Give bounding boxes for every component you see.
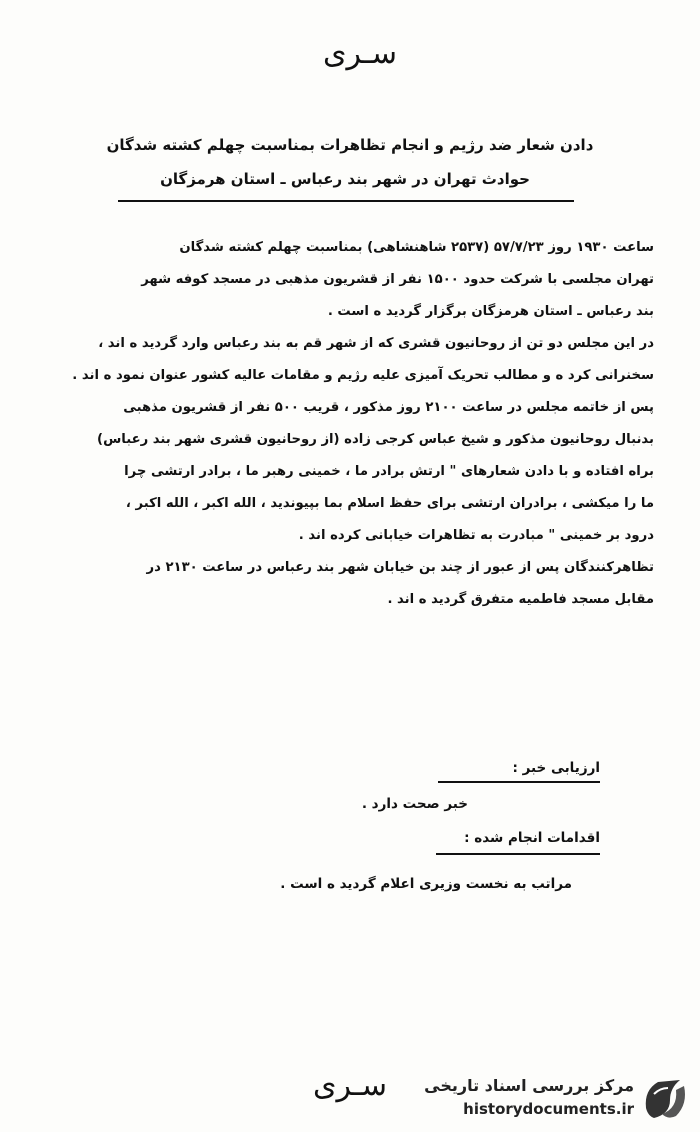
watermark-logo	[420, 1072, 690, 1128]
report-body	[44, 232, 654, 616]
body-line: تظاهرکنندگان پس از عبور از چند بن خیابان شهر بند رعباس در ساعت ۲۱۳۰ در	[146, 560, 654, 575]
watermark-name: مرکز بررسی اسناد تاریخی	[424, 1076, 634, 1095]
classification-mark-bottom: سـری	[313, 1068, 387, 1103]
document-heading-line-2: حوادث تهران در شهر بند رعباس ـ استان هرمزگان	[160, 170, 530, 188]
assessment-value: خبر صحت دارد .	[361, 796, 468, 812]
classification-mark-top: سـری	[323, 36, 397, 71]
actions-value: مراتب به نخست وزیری اعلام گردید ه است .	[280, 876, 572, 892]
document-heading-line-1: دادن شعار ضد رژیم و انجام تظاهرات بمناسبت چهلم کشته شدگان	[106, 136, 594, 154]
body-line: ما را میکشی ، برادران ارتشی برای حفظ اسلام بما بپیوندید ، الله اکبر ، الله اکبر ،	[125, 496, 654, 511]
body-line: تهران مجلسی با شرکت حدود ۱۵۰۰ نفر از قشریون مذهبی در مسجد کوفه شهر	[141, 272, 654, 287]
body-line: بند رعباس ـ استان هرمزگان برگزار گردید ه است .	[327, 304, 654, 319]
assessment-label: ارزیابی خبر :	[512, 760, 600, 776]
actions-label-underline	[436, 853, 600, 855]
body-line: ساعت ۱۹۳۰ روز ۵۷/۷/۲۳ (۲۵۳۷ شاهنشاهی) بمناسبت چهلم کشته شدگان	[179, 240, 654, 255]
archive-logo-icon	[640, 1074, 690, 1124]
body-line: پس از خاتمه مجلس در ساعت ۲۱۰۰ روز مذکور ، قریب ۵۰۰ نفر از قشریون مذهبی	[123, 400, 654, 415]
body-line: سخنرانی کرد ه و مطالب تحریک آمیزی علیه رژیم و مقامات عالیه کشور عنوان نمود ه اند .	[72, 368, 654, 383]
body-line: در این مجلس دو تن از روحانیون قشری که از شهر قم به بند رعباس وارد گردید ه اند ،	[98, 336, 654, 351]
heading-underline	[118, 200, 574, 202]
body-line: بدنبال روحانیون مذکور و شیخ عباس کرجی زاده (از روحانیون قشری شهر بند رعباس)	[97, 432, 654, 447]
body-line: درود بر خمینی " مبادرت به تظاهرات خیابانی کرده اند .	[298, 528, 654, 543]
assessment-label-underline	[438, 781, 600, 783]
actions-label: اقدامات انجام شده :	[464, 830, 600, 846]
watermark-url: historydocuments.ir	[463, 1100, 634, 1118]
body-line: براه افتاده و با دادن شعارهای " ارتش برادر ما ، خمینی رهبر ما ، برادر ارتشی چرا	[124, 464, 654, 479]
body-line: مقابل مسجد فاطمیه متفرق گردید ه اند .	[387, 592, 654, 607]
